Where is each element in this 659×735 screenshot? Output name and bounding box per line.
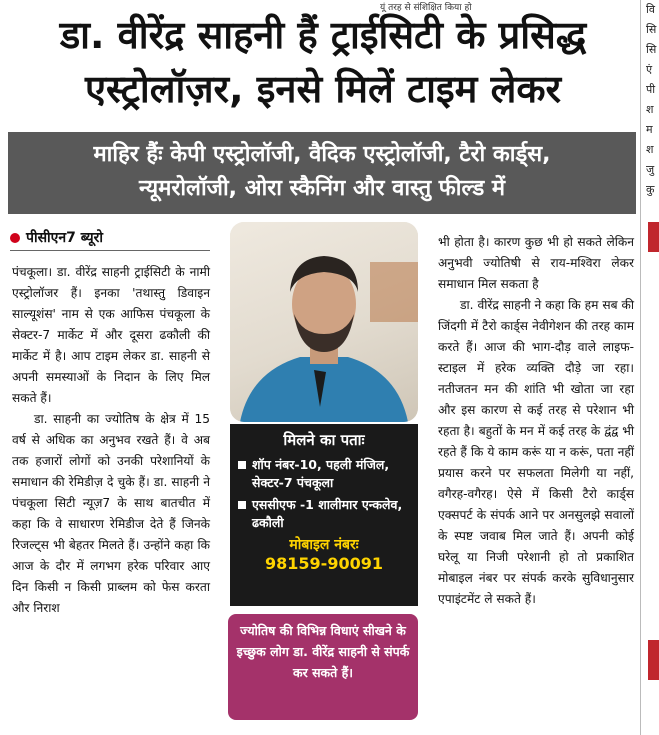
- address-item-1: [238, 456, 410, 492]
- portrait-photo: [230, 222, 418, 422]
- address-title: मिलने का पताः: [283, 431, 365, 449]
- person-illustration: [230, 222, 418, 422]
- adjacent-red-tab: [648, 222, 659, 252]
- col3-paragraph-2: डा. वीरेंद्र साहनी ने कहा कि हम सब की जिंदगी में टैरो कार्ड्स नेवीगेशन की तरह काम करते हैं। आज की भाग-दौड़ वाले लाइफ-स्टाइल में हरेक व्यक्ति दौड़े जा रहा। नतीजतन मन की शांति भी खोता जा रहा और इस कारण से कई तरह से परेशान भी रहता है। बहुतों के मन में कई तरह के द्वंद्व भी रहते हैं कि ये काम करूं या न करूं, पता नहीं प्रयास करने पर सफलता मिलेगी या नहीं, वगैरह-वगैरह। ऐसे में किसी टैरो कार्ड्स एक्सपर्ट के संपर्क आने पर अनसुलझे सवालों के स्पष्ट जवाब मिल जाते हैं। अपनी कोई घरेलू या निजी परेशानी हो तो प्रकाशित मोबाइल नंबर पर संपर्क करके सुविधानुसार एपाइंटमेंट ले सकते हैं।: [438, 298, 634, 606]
- banner-line-1: माहिर हैंः केपी एस्ट्रोलॉजी, वैदिक एस्ट्रोलॉजी, टैरो कार्ड्स,: [93, 142, 551, 167]
- address-item-2-text: एससीएफ -1 शालीमार एन्कलेव, ढकौली: [252, 497, 403, 530]
- expertise-banner: [8, 132, 636, 214]
- headline-line-1: डा. वीरेंद्र साहनी हैं ट्राईसिटी के प्रसिद्ध: [59, 13, 587, 57]
- address-box: [230, 424, 418, 606]
- col3-paragraph-1: भी होता है। कारण कुछ भी हो सकते लेकिन अनुभवी ज्योतिषी से राय-मश्विरा लेकर समाधान मिल सकता है: [438, 235, 634, 291]
- square-bullet-icon: [238, 501, 246, 509]
- adjacent-article-strip: वि सि सि एं पी श म श जु कु: [646, 3, 657, 196]
- mobile-label: मोबाइल नंबरः: [289, 537, 359, 553]
- red-dot-icon: [10, 233, 20, 243]
- square-bullet-icon: [238, 461, 246, 469]
- headline-line-2: एस्ट्रोलॉज़र, इनसे मिलें टाइम लेकर: [84, 67, 562, 111]
- right-column-separator: [640, 0, 641, 735]
- top-strip-text: यूं तरह से संशिक्षित किया हो: [380, 3, 472, 12]
- col1-paragraph-2: डा. साहनी का ज्योतिष के क्षेत्र में 15 वर्ष से अधिक का अनुभव रखते हैं। वे अब तक हजारों लोगों को उनकी परेशानियों के समाधान की रेमिडीज़ दे चुके हैं। डा. साहनी ने पंचकूला सिटी न्यूज़7 के साथ बातचीत में कहा कि वे साधारण रेमिडीज देते हैं जिनके रिजल्ट्स भी बेहतर मिलते हैं। उन्होंने कहा कि आज के दौर में लगभग हरेक परिवार आए दिन किसी न किसी प्राब्लम को फेस करता और निराश: [12, 412, 210, 615]
- mobile-number: 98159-90091: [265, 554, 383, 573]
- byline-divider: [10, 250, 210, 251]
- article-column-1: [12, 262, 210, 619]
- address-item-2: [238, 496, 410, 532]
- byline: [10, 228, 103, 247]
- byline-text: पीसीएन7 ब्यूरो: [26, 230, 103, 246]
- article-column-3: [438, 232, 634, 610]
- col1-paragraph-1: पंचकूला। डा. वीरेंद्र साहनी ट्राईसिटी के नामी एस्ट्रोलॉजर हैं। इनका 'तथास्तु डिवाइन साल्यूशंस' नाम से एक आफिस पंचकूला के सेक्टर-7 मार्केट में और दूसरा ढकौली की मार्केट में है। आप टाइम लेकर डा. साहनी से अपनी समस्याओं के निदान के लिए मिल सकते हैं।: [12, 265, 210, 405]
- learning-callout-box: ज्योतिष की विभिन्न विधाएं सीखने के इच्छुक लोग डा. वीरेंद्र साहनी से संपर्क कर सकते हैं।: [228, 614, 418, 720]
- adjacent-red-tab-lower: [648, 640, 659, 680]
- address-item-1-text: शॉप नंबर-10, पहली मंजिल, सेक्टर-7 पंचकूला: [252, 457, 390, 490]
- banner-line-2: न्यूमरोलॉजी, ओरा स्कैनिंग और वास्तु फील्ड में: [138, 176, 506, 201]
